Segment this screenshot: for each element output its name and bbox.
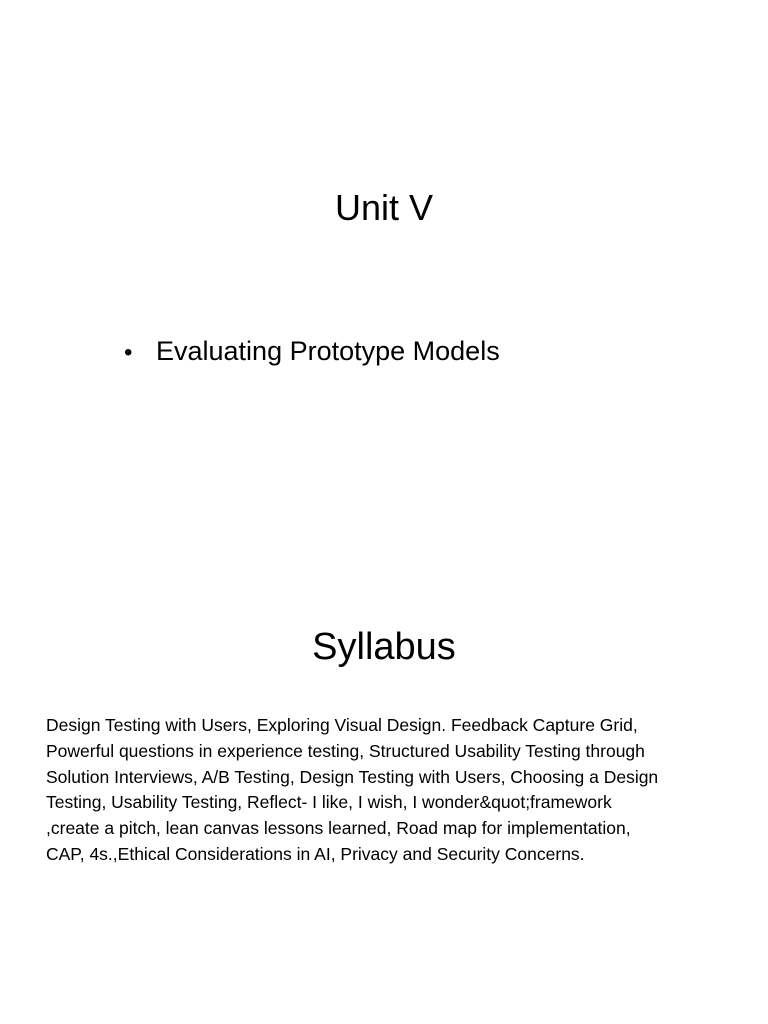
syllabus-line: Powerful questions in experience testing, Structured Usability Testing through — [46, 740, 645, 761]
syllabus-line: ,create a pitch, lean canvas lessons learned, Road map for implementation, — [46, 818, 631, 839]
syllabus-paragraph — [46, 713, 736, 868]
slide-title: Syllabus — [312, 626, 456, 668]
slide-syllabus — [0, 512, 768, 1024]
syllabus-line: Solution Interviews, A/B Testing, Design Testing with Users, Choosing a Design — [46, 766, 659, 787]
slide-title: Unit V — [334, 187, 434, 228]
syllabus-line: CAP, 4s.,Ethical Considerations in AI, Privacy and Security Concerns. — [46, 843, 585, 864]
bullet-marker: • — [124, 339, 133, 366]
bullet-list — [120, 334, 500, 370]
syllabus-line: Design Testing with Users, Exploring Visual Design. Feedback Capture Grid, — [46, 715, 638, 735]
bullet-item — [120, 334, 500, 370]
syllabus-line: Testing, Usability Testing, Reflect- I like, I wish, I wonder&quot;framework — [46, 792, 612, 813]
bullet-text: Evaluating Prototype Models — [156, 336, 500, 366]
